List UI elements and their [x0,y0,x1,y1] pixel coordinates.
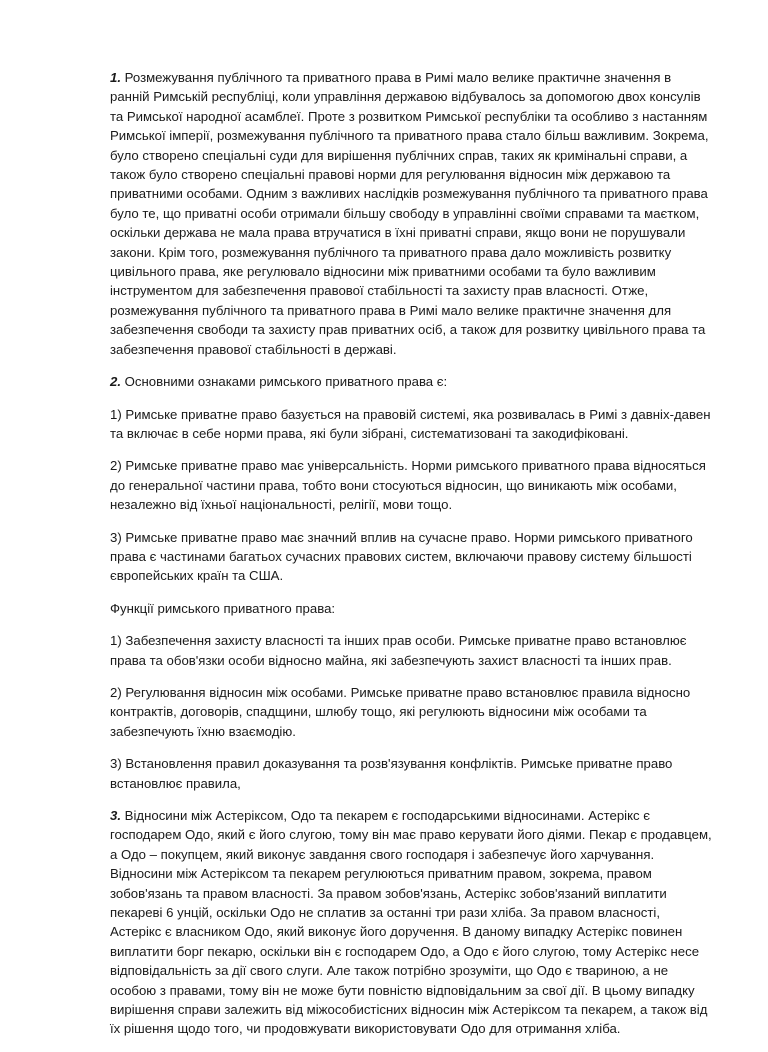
section-text: Розмежування публічного та приватного права в Римі мало велике практичне значення в ранній Римській республіці, коли управління державою відбувалось за допомогою двох консулів та Римської народної асамблеї. Проте з розвитком Римської республіки та особливо з настанням Римської імперії, розмежування публічного та приватного права стало більш важливим. Зокрема, було створено спеціальні суди для вирішення публічних справ, таких як кримінальні справи, а також було створено спеціальні правові норми для регулювання відносин між державою та приватними особами. Одним з важливих наслідків розмежування публічного та приватного права було те, що приватні особи отримали більшу свободу в управлінні своїми справами та маєтком, оскільки держава не мала права втручатися в їхні приватні справи, якщо вони не порушували закони. Крім того, розмежування публічного та приватного права дало можливість розвитку цивільного права, яке регулювало відносини між приватними особами та було важливим інструментом для забезпечення правової стабільності та захисту прав власності. Отже, розмежування публічного та приватного права в Римі мало велике практичне значення для забезпечення свободи та захисту прав приватних осіб, а також для розвитку цивільного права та забезпечення правової стабільності в державі. [110,70,709,357]
feature-item-1: 1) Римське приватне право базується на правовій системі, яка розвивалась в Римі з давніх-давен та включає в себе норми права, які були зібрані, систематизовані та закодифіковані. [110,406,711,441]
section-number: 3. [110,808,121,823]
feature-item-2: 2) Римське приватне право має універсальність. Норми римського приватного права відносяться до генеральної частини права, тобто вони стосуються відносин, що виникають між особами, незалежно від їхньої національності, релігії, мови тощо. [110,458,706,513]
section-number: 2. [110,374,121,390]
functions-heading: Функції римського приватного права: [110,600,336,616]
section-text: Відносини між Астеріксом, Одо та пекарем є господарськими відносинами. Астерікс є господарем Одо, який є його слугою, тому він має право керувати його діями. Пекар є продавцем, а Одо – покупцем, який виконує завдання свого господаря і забезпечує його харчування. Відносини між Астеріксом та пекарем регулюються приватним правом, зокрема, правом зобов'язань та правом власності. За правом зобов'язань, Астерікс зобов'язаний виплатити пекареві 6 унцій, оскільки Одо не сплатив за останні три рази хліба. За правом власності, Астерікс є власником Одо, який виконує його доручення. В даному випадку Астерікс повинен виплатити борг пекарю, оскільки він є господарем Одо, а Одо є його слугою, тому Астерікс несе відповідальність за дії свого слуги. Але також потрібно зрозуміти, що Одо є твариною, а не особою з правами, тому він не може бути повністю відповідальним за свої дії. В цьому випадку вирішення справи залежить від міжособистісних відносин між Астеріксом та пекарем, а також від їх рішення щодо того, чи продовжувати використовувати Одо для отримання хліба. [110,808,712,1037]
paragraph-section-1 [110,68,714,359]
function-item-3: 3) Встановлення правил доказування та розв'язування конфліктів. Римське приватне право встановлює правила, [110,756,673,791]
section-text: Основними ознаками римського приватного права є: [121,374,448,390]
paragraph-section-3 [110,806,714,1039]
function-item-2: 2) Регулювання відносин між особами. Римське приватне право встановлює правила відносно контрактів, договорів, спадщини, шлюбу тощо, які регулюють відносини між особами та забезпечують їхню взаємодію. [110,684,691,739]
function-item-1: 1) Забезпечення захисту власності та інших прав особи. Римське приватне право встановлює права та обов'язки особи відносно майна, які забезпечують захист власності та інших прав. [110,633,687,668]
document-page [110,68,714,1052]
paragraph-section-2 [110,372,714,391]
section-number: 1. [110,70,121,85]
feature-item-3: 3) Римське приватне право має значний вплив на сучасне право. Норми римського приватного права є частинами багатьох сучасних правових систем, включаючи правову систему більшості європейських країн та США. [110,529,693,584]
